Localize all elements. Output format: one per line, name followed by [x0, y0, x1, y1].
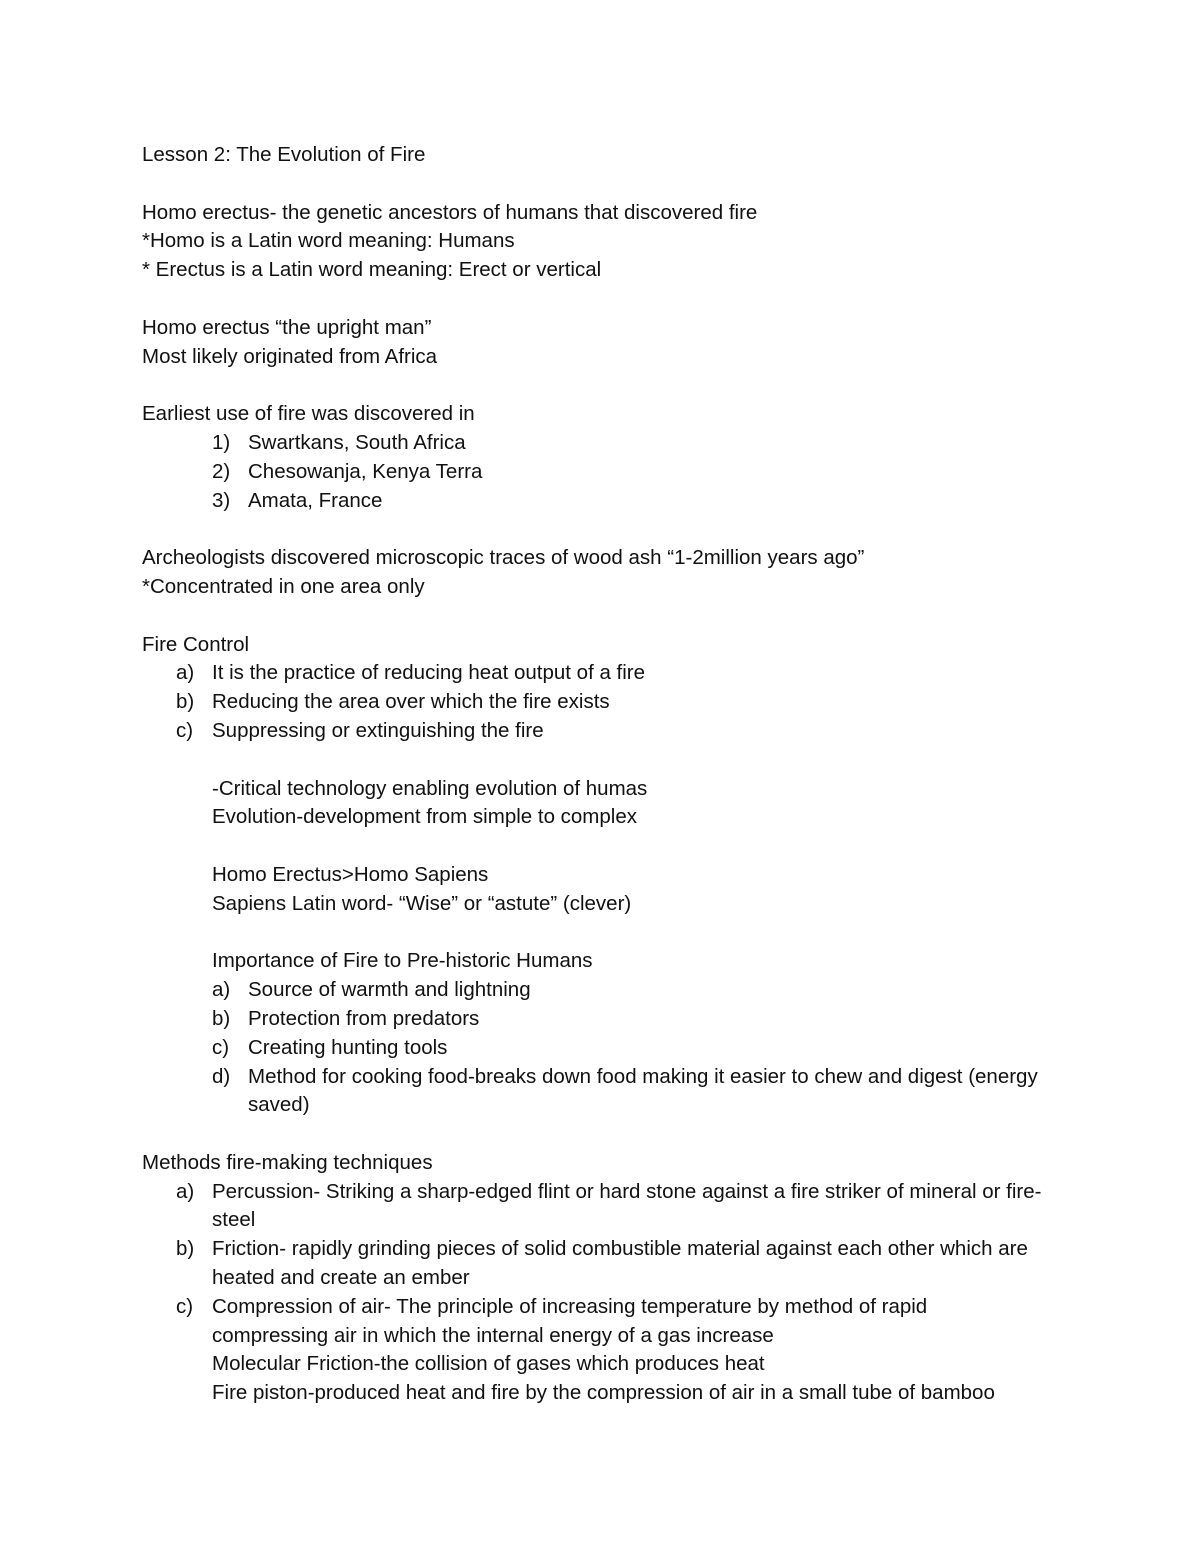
methods-list	[142, 1178, 1102, 1351]
list-marker: b)	[176, 690, 195, 714]
spacer	[142, 1120, 1102, 1149]
list-item	[142, 429, 1102, 458]
list-item-text: Compression of air- The principle of increasing temperature by method of rapid compressing air in which the internal energy of a gas increase	[212, 1294, 928, 1347]
list-marker: a)	[176, 661, 195, 685]
list-item-text: It is the practice of reducing heat output of a fire	[212, 661, 646, 685]
list-item	[142, 487, 1102, 516]
erectus-definition: Homo erectus- the genetic ancestors of humans that discovered fire	[142, 200, 758, 224]
list-item-text: Creating hunting tools	[248, 1035, 448, 1059]
list-marker: a)	[176, 1179, 195, 1203]
list-item	[142, 1063, 1102, 1121]
spacer	[142, 170, 1102, 199]
list-marker: 1)	[212, 430, 231, 454]
list-item-text: Friction- rapidly grinding pieces of solid combustible material against each other which are heated and create an ember	[212, 1237, 1028, 1290]
spacer	[142, 515, 1102, 544]
list-item-text: Amata, France	[248, 488, 383, 512]
list-item	[142, 1293, 1102, 1351]
spacer	[142, 371, 1102, 400]
list-marker: 2)	[212, 459, 231, 483]
spacer	[142, 919, 1102, 948]
list-item	[142, 1235, 1102, 1293]
list-marker: b)	[212, 1006, 231, 1030]
list-marker: c)	[212, 1035, 230, 1059]
spacer	[142, 832, 1102, 861]
molecular-friction-line: Molecular Friction-the collision of gases which produces heat	[212, 1352, 765, 1376]
list-item-text: Percussion- Striking a sharp-edged flint or hard stone against a fire striker of mineral or fire-steel	[212, 1179, 1042, 1232]
spacer	[142, 602, 1102, 631]
list-item-text: Reducing the area over which the fire exists	[212, 690, 610, 714]
earliest-use-heading: Earliest use of fire was discovered in	[142, 402, 475, 426]
list-item	[142, 659, 1102, 688]
document-title: Lesson 2: The Evolution of Fire	[142, 143, 426, 166]
list-item	[142, 976, 1102, 1005]
upright-man-line: Homo erectus “the upright man”	[142, 315, 432, 339]
list-item-text: Source of warmth and lightning	[248, 978, 531, 1002]
importance-list	[142, 976, 1102, 1120]
list-item-text: Chesowanja, Kenya Terra	[248, 459, 483, 483]
homo-meaning: *Homo is a Latin word meaning: Humans	[142, 229, 515, 253]
document-body	[142, 141, 1102, 1408]
list-item-text: Swartkans, South Africa	[248, 430, 466, 454]
erectus-meaning: * Erectus is a Latin word meaning: Erect or vertical	[142, 258, 602, 282]
critical-technology-line: -Critical technology enabling evolution of humas	[212, 776, 648, 800]
sapiens-meaning: Sapiens Latin word- “Wise” or “astute” (clever)	[212, 891, 632, 915]
list-marker: b)	[176, 1237, 195, 1261]
spacer	[142, 285, 1102, 314]
origin-line: Most likely originated from Africa	[142, 344, 438, 368]
list-item	[142, 688, 1102, 717]
list-item-text: Suppressing or extinguishing the fire	[212, 718, 544, 742]
list-item	[142, 1034, 1102, 1063]
list-marker: d)	[212, 1064, 231, 1088]
concentrated-line: *Concentrated in one area only	[142, 574, 425, 598]
spacer	[142, 746, 1102, 775]
homo-sapiens-line: Homo Erectus>Homo Sapiens	[212, 862, 489, 886]
fire-piston-line: Fire piston-produced heat and fire by the compression of air in a small tube of bamboo	[212, 1381, 995, 1405]
list-item	[142, 458, 1102, 487]
list-item-text: Protection from predators	[248, 1006, 480, 1030]
methods-heading: Methods fire-making techniques	[142, 1150, 433, 1174]
list-item-text: Method for cooking food-breaks down food making it easier to chew and digest (energy saved)	[248, 1064, 1038, 1117]
evolution-definition: Evolution-development from simple to complex	[212, 805, 637, 829]
list-marker: c)	[176, 718, 194, 742]
list-item	[142, 717, 1102, 746]
earliest-use-list	[142, 429, 1102, 515]
fire-control-heading: Fire Control	[142, 632, 250, 656]
list-marker: c)	[176, 1294, 194, 1318]
archeologists-line: Archeologists discovered microscopic traces of wood ash “1-2million years ago”	[142, 546, 865, 570]
importance-heading: Importance of Fire to Pre-historic Humans	[212, 949, 593, 973]
list-marker: 3)	[212, 488, 231, 512]
list-marker: a)	[212, 978, 231, 1002]
list-item	[142, 1178, 1102, 1236]
list-item	[142, 1005, 1102, 1034]
fire-control-list	[142, 659, 1102, 745]
